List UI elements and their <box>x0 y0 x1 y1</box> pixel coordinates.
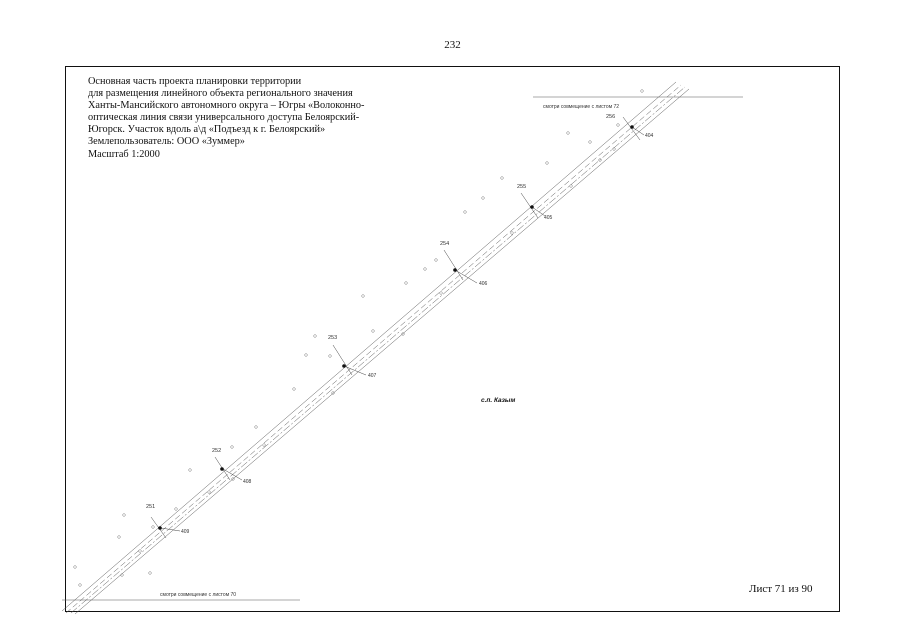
bottom-reference-label: смотри совмещение с листом 70 <box>160 592 237 598</box>
station-label: 253 <box>328 335 338 341</box>
station-ref-label: 406 <box>479 281 488 287</box>
station-ref-label: 407 <box>368 373 377 379</box>
station-ref-label: 409 <box>181 529 190 535</box>
station-ref-label: 408 <box>243 479 252 485</box>
title-line: Основная часть проекта планировки территории <box>88 76 302 87</box>
survey-symbols <box>74 90 644 587</box>
station-label: 251 <box>146 504 156 510</box>
top-reference-label: смотри совмещение с листом 72 <box>543 104 620 110</box>
land-user-line: Землепользователь: ООО «Зуммер» <box>88 136 245 148</box>
title-line: Югорск. Участок вдоль а\д «Подъезд к г. Белоярский» <box>88 124 326 136</box>
settlement-label: с.п. Казым <box>481 397 516 404</box>
station-label: 252 <box>212 448 222 454</box>
station-ref-label: 405 <box>544 215 553 221</box>
title-line: оптическая линия связи универсального доступа Белоярский- <box>88 112 360 124</box>
scale-line: Масштаб 1:2000 <box>88 148 160 160</box>
station-ref-label: 404 <box>645 133 654 139</box>
station-marker <box>517 184 553 221</box>
sheet-label: Лист 71 из 90 <box>749 583 813 595</box>
station-label: 256 <box>606 114 616 120</box>
station-label: 255 <box>517 184 527 190</box>
corridor-lines <box>62 82 689 614</box>
station-marker <box>440 241 488 287</box>
station-marker <box>328 335 377 379</box>
title-line: Ханты-Мансийского автономного округа – Югры «Волоконно- <box>88 100 365 112</box>
title-line: для размещения линейного объекта регионального значения <box>88 88 353 100</box>
station-label: 254 <box>440 241 450 247</box>
page-number: 232 <box>444 39 461 51</box>
